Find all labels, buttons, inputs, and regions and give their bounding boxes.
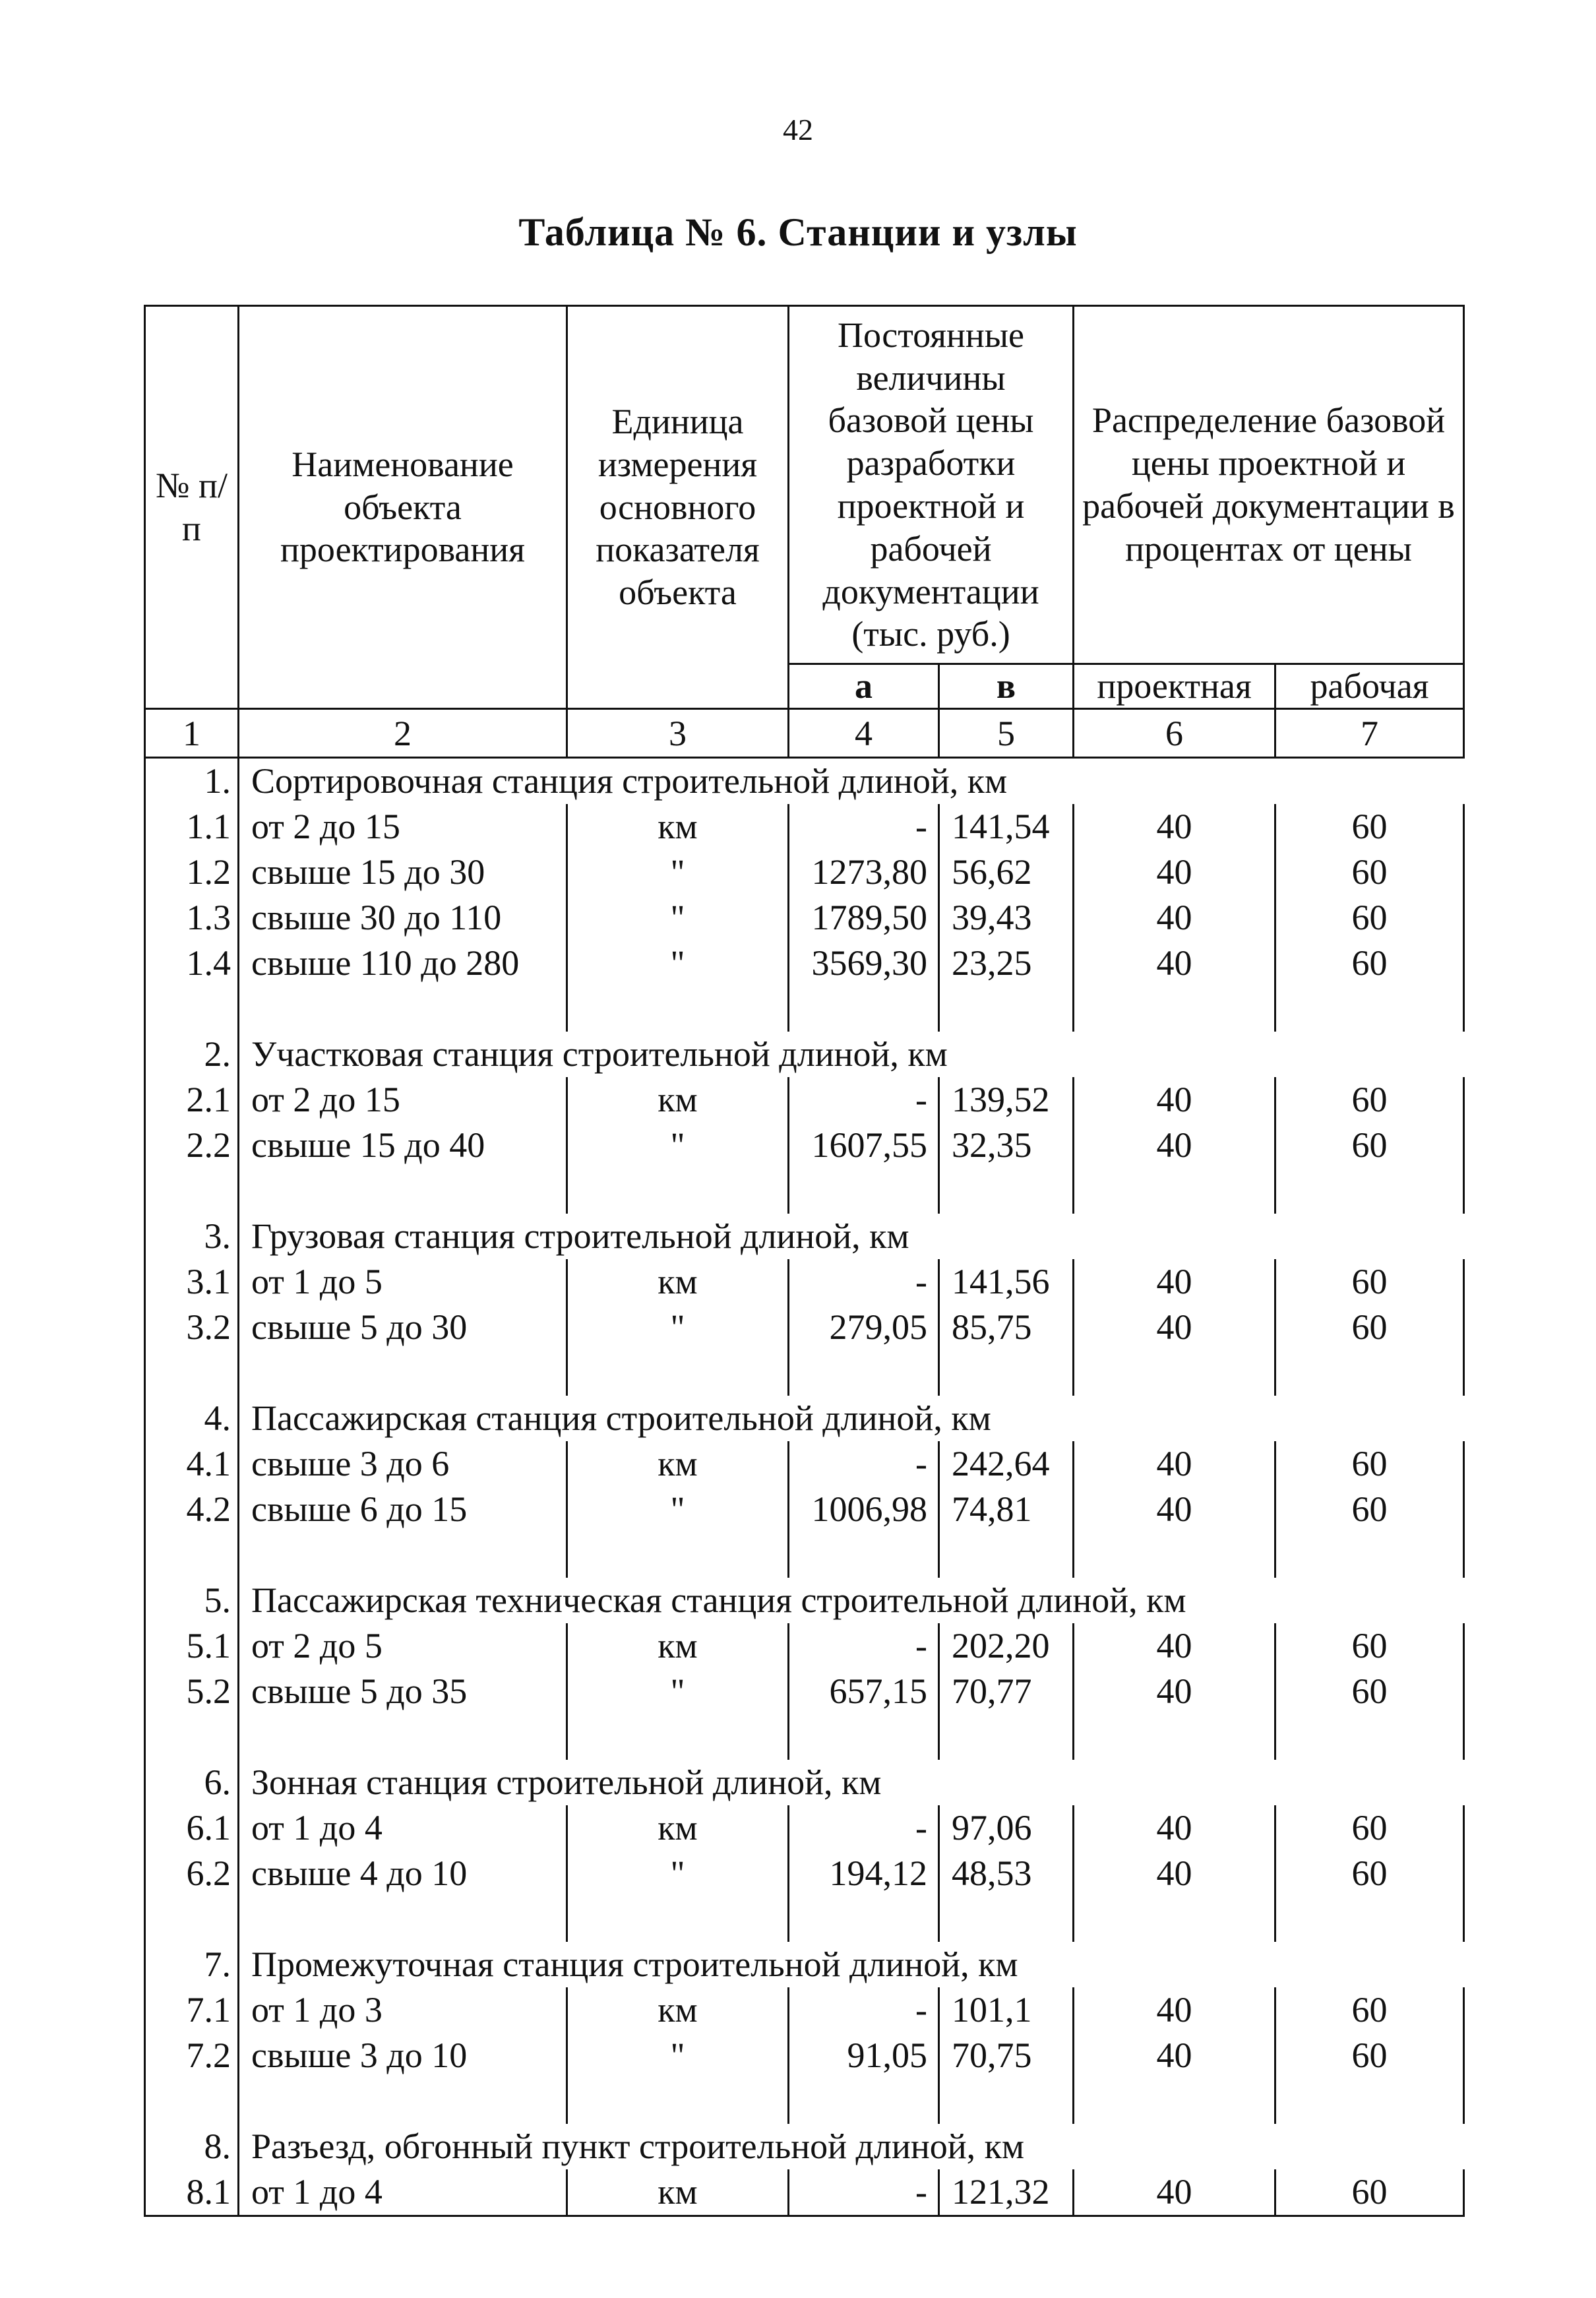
spacer-cell [789,1532,939,1578]
spacer-cell [1074,986,1275,1032]
row-percent-project: 40 [1074,1805,1275,1851]
row-percent-working: 60 [1275,804,1464,850]
row-percent-project: 40 [1074,1441,1275,1487]
group-spacer [145,1532,1464,1578]
row-percent-project: 40 [1074,1305,1275,1350]
row-value-a: - [789,1077,939,1123]
row-percent-working: 60 [1275,850,1464,895]
spacer-cell [567,1896,789,1942]
row-value-b: 56,62 [939,850,1074,895]
row-value-b: 139,52 [939,1077,1074,1123]
group-number: 7. [145,1942,239,1987]
spacer-cell [239,2078,567,2124]
table-row [145,1305,1464,1350]
row-value-b: 70,75 [939,2033,1074,2078]
spacer-cell [939,1168,1074,1214]
row-percent-project: 40 [1074,1077,1275,1123]
row-value-a: - [789,1623,939,1669]
spacer-cell [145,1896,239,1942]
spacer-cell [567,1168,789,1214]
spacer-cell [1275,2078,1464,2124]
group-number: 6. [145,1760,239,1805]
table-row [145,1851,1464,1896]
row-unit: " [567,850,789,895]
row-unit: " [567,2033,789,2078]
row-value-a: 1006,98 [789,1487,939,1532]
row-object-name: свыше 3 до 6 [239,1441,567,1487]
spacer-cell [789,2078,939,2124]
row-number: 2.2 [145,1123,239,1168]
table-row [145,1259,1464,1305]
row-percent-working: 60 [1275,1987,1464,2033]
row-object-name: свыше 30 до 110 [239,895,567,941]
row-value-a: - [789,1441,939,1487]
row-percent-working: 60 [1275,1305,1464,1350]
row-percent-working: 60 [1275,1851,1464,1896]
column-number-3: 3 [567,708,789,757]
row-percent-project: 40 [1074,850,1275,895]
row-percent-project: 40 [1074,1669,1275,1714]
row-object-name: свыше 5 до 35 [239,1669,567,1714]
group-number: 5. [145,1578,239,1623]
row-number: 5.2 [145,1669,239,1714]
spacer-cell [145,1714,239,1760]
row-object-name: от 2 до 5 [239,1623,567,1669]
column-number-5: 5 [939,708,1074,757]
group-row [145,2124,1464,2169]
group-spacer [145,2078,1464,2124]
row-value-a: 657,15 [789,1669,939,1714]
spacer-cell [1074,1714,1275,1760]
row-number: 6.2 [145,1851,239,1896]
group-row [145,1942,1464,1987]
row-object-name: от 2 до 15 [239,1077,567,1123]
spacer-cell [939,2078,1074,2124]
row-value-b: 32,35 [939,1123,1074,1168]
group-title: Разъезд, обгонный пункт строительной длиной, км [239,2124,1464,2169]
row-number: 1.3 [145,895,239,941]
spacer-cell [789,986,939,1032]
row-value-a: 1789,50 [789,895,939,941]
row-value-a: 1273,80 [789,850,939,895]
row-object-name: свыше 6 до 15 [239,1487,567,1532]
group-title: Зонная станция строительной длиной, км [239,1760,1464,1805]
row-percent-project: 40 [1074,2169,1275,2216]
row-percent-project: 40 [1074,1987,1275,2033]
spacer-cell [789,1350,939,1396]
spacer-cell [567,986,789,1032]
row-number: 3.2 [145,1305,239,1350]
spacer-cell [239,1350,567,1396]
spacer-cell [939,1532,1074,1578]
table-row [145,1623,1464,1669]
spacer-cell [939,1714,1074,1760]
table-row [145,1123,1464,1168]
row-number: 1.4 [145,941,239,986]
row-value-b: 97,06 [939,1805,1074,1851]
row-percent-working: 60 [1275,1805,1464,1851]
row-number: 4.1 [145,1441,239,1487]
table-row [145,2033,1464,2078]
row-value-b: 101,1 [939,1987,1074,2033]
spacer-cell [145,1168,239,1214]
group-title: Участковая станция строительной длиной, км [239,1032,1464,1077]
header-distribution: Распределение базовой цены проектной и рабочей документации в процентах от цены [1074,306,1464,664]
table-row [145,1987,1464,2033]
spacer-cell [145,2078,239,2124]
spacer-cell [567,1350,789,1396]
group-title: Пассажирская техническая станция строительной длиной, км [239,1578,1464,1623]
spacer-cell [1074,2078,1275,2124]
row-percent-working: 60 [1275,1123,1464,1168]
table-row [145,850,1464,895]
row-value-b: 121,32 [939,2169,1074,2216]
group-spacer [145,1896,1464,1942]
spacer-cell [789,1168,939,1214]
row-object-name: свыше 3 до 10 [239,2033,567,2078]
spacer-cell [239,1714,567,1760]
group-title: Сортировочная станция строительной длиной, км [239,757,1464,804]
row-percent-project: 40 [1074,1123,1275,1168]
group-title: Пассажирская станция строительной длиной, км [239,1396,1464,1441]
row-percent-working: 60 [1275,1487,1464,1532]
group-number: 4. [145,1396,239,1441]
row-number: 1.1 [145,804,239,850]
row-unit: " [567,1669,789,1714]
row-object-name: от 2 до 15 [239,804,567,850]
row-object-name: свыше 15 до 30 [239,850,567,895]
group-number: 2. [145,1032,239,1077]
header-sub-working: рабочая [1275,664,1464,709]
header-base-price-constants: Постоянные величины базовой цены разработки проектной и рабочей документации (тыс. руб.) [789,306,1074,664]
spacer-cell [1074,1532,1275,1578]
spacer-cell [567,1714,789,1760]
row-value-b: 85,75 [939,1305,1074,1350]
group-spacer [145,1350,1464,1396]
group-title: Промежуточная станция строительной длиной, км [239,1942,1464,1987]
spacer-cell [1275,1350,1464,1396]
row-object-name: от 1 до 4 [239,1805,567,1851]
spacer-cell [939,986,1074,1032]
row-object-name: свыше 110 до 280 [239,941,567,986]
row-percent-working: 60 [1275,941,1464,986]
row-value-b: 141,54 [939,804,1074,850]
column-number-7: 7 [1275,708,1464,757]
group-row [145,1578,1464,1623]
spacer-cell [939,1350,1074,1396]
row-percent-working: 60 [1275,1259,1464,1305]
row-unit: км [567,2169,789,2216]
row-percent-working: 60 [1275,2169,1464,2216]
row-percent-working: 60 [1275,1623,1464,1669]
spacer-cell [239,1532,567,1578]
row-unit: " [567,1851,789,1896]
row-object-name: от 1 до 4 [239,2169,567,2216]
row-object-name: свыше 4 до 10 [239,1851,567,1896]
row-value-b: 202,20 [939,1623,1074,1669]
row-percent-working: 60 [1275,1441,1464,1487]
row-value-b: 242,64 [939,1441,1074,1487]
row-unit: км [567,1441,789,1487]
spacer-cell [567,2078,789,2124]
group-spacer [145,986,1464,1032]
header-sub-a: а [789,664,939,709]
row-percent-working: 60 [1275,1669,1464,1714]
row-object-name: от 1 до 5 [239,1259,567,1305]
row-value-b: 23,25 [939,941,1074,986]
row-number: 8.1 [145,2169,239,2216]
group-number: 1. [145,757,239,804]
row-percent-project: 40 [1074,895,1275,941]
row-unit: " [567,1487,789,1532]
group-number: 8. [145,2124,239,2169]
group-row [145,1760,1464,1805]
spacer-cell [1275,1714,1464,1760]
row-value-a: - [789,2169,939,2216]
row-number: 7.2 [145,2033,239,2078]
row-percent-project: 40 [1074,804,1275,850]
spacer-cell [145,986,239,1032]
header-number: № п/п [145,306,239,709]
header-unit: Единица измерения основного показателя объекта [567,306,789,709]
spacer-cell [1074,1168,1275,1214]
row-unit: км [567,1987,789,2033]
table-row [145,895,1464,941]
column-number-6: 6 [1074,708,1275,757]
header-object-name: Наименование объекта проектирования [239,306,567,709]
spacer-cell [145,1350,239,1396]
row-percent-project: 40 [1074,1259,1275,1305]
row-percent-working: 60 [1275,1077,1464,1123]
spacer-cell [939,1896,1074,1942]
row-number: 7.1 [145,1987,239,2033]
row-number: 2.1 [145,1077,239,1123]
row-value-a: - [789,1259,939,1305]
row-unit: км [567,1077,789,1123]
spacer-cell [1275,986,1464,1032]
group-spacer [145,1714,1464,1760]
prices-table [144,305,1465,2217]
row-unit: " [567,941,789,986]
row-object-name: свыше 5 до 30 [239,1305,567,1350]
row-value-a: 91,05 [789,2033,939,2078]
table-row [145,804,1464,850]
spacer-cell [1275,1168,1464,1214]
spacer-cell [789,1896,939,1942]
spacer-cell [1275,1532,1464,1578]
row-number: 3.1 [145,1259,239,1305]
row-value-a: - [789,1987,939,2033]
table-row [145,1487,1464,1532]
table-row [145,1077,1464,1123]
page-number: 42 [783,113,813,146]
row-value-a: 3569,30 [789,941,939,986]
row-percent-project: 40 [1074,2033,1275,2078]
row-value-a: - [789,804,939,850]
group-row [145,1214,1464,1259]
row-value-b: 74,81 [939,1487,1074,1532]
row-value-b: 70,77 [939,1669,1074,1714]
spacer-cell [1074,1896,1275,1942]
row-unit: " [567,895,789,941]
row-unit: км [567,1623,789,1669]
row-percent-project: 40 [1074,1487,1275,1532]
group-spacer [145,1168,1464,1214]
row-number: 4.2 [145,1487,239,1532]
table-row [145,1441,1464,1487]
row-number: 6.1 [145,1805,239,1851]
table-row [145,2169,1464,2216]
row-value-a: 279,05 [789,1305,939,1350]
spacer-cell [567,1532,789,1578]
spacer-cell [239,986,567,1032]
row-percent-working: 60 [1275,2033,1464,2078]
spacer-cell [1275,1896,1464,1942]
row-unit: км [567,1805,789,1851]
row-unit: " [567,1305,789,1350]
row-number: 1.2 [145,850,239,895]
group-title: Грузовая станция строительной длиной, км [239,1214,1464,1259]
spacer-cell [145,1532,239,1578]
row-unit: км [567,804,789,850]
table-row [145,1805,1464,1851]
row-value-a: 1607,55 [789,1123,939,1168]
row-value-b: 141,56 [939,1259,1074,1305]
spacer-cell [239,1168,567,1214]
row-percent-working: 60 [1275,895,1464,941]
group-row [145,757,1464,804]
group-row [145,1032,1464,1077]
spacer-cell [1074,1350,1275,1396]
spacer-cell [789,1714,939,1760]
spacer-cell [239,1896,567,1942]
table-row [145,1669,1464,1714]
column-number-4: 4 [789,708,939,757]
row-object-name: от 1 до 3 [239,1987,567,2033]
row-object-name: свыше 15 до 40 [239,1123,567,1168]
row-value-a: - [789,1805,939,1851]
group-number: 3. [145,1214,239,1259]
column-number-2: 2 [239,708,567,757]
row-unit: " [567,1123,789,1168]
table-row [145,941,1464,986]
header-sub-project: проектная [1074,664,1275,709]
row-percent-project: 40 [1074,1851,1275,1896]
row-number: 5.1 [145,1623,239,1669]
table-body [145,757,1464,2216]
row-percent-project: 40 [1074,1623,1275,1669]
row-value-b: 48,53 [939,1851,1074,1896]
row-percent-project: 40 [1074,941,1275,986]
table-title: Таблица № 6. Станции и узлы [518,210,1078,254]
row-unit: км [567,1259,789,1305]
column-number-1: 1 [145,708,239,757]
row-value-a: 194,12 [789,1851,939,1896]
row-value-b: 39,43 [939,895,1074,941]
header-sub-b: в [939,664,1074,709]
group-row [145,1396,1464,1441]
